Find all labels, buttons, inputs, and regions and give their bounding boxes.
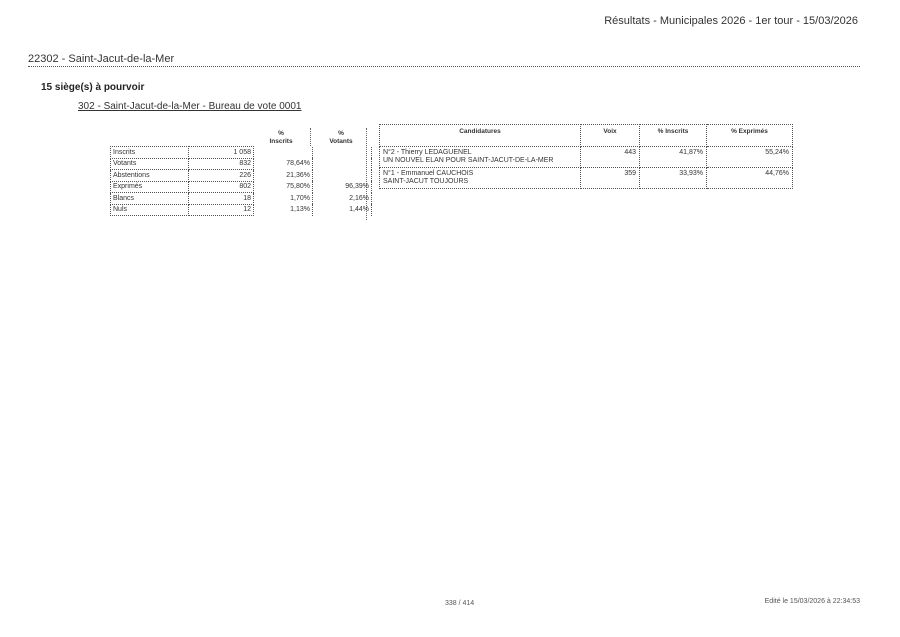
table-row <box>111 170 372 182</box>
stat-label: Votants <box>111 158 189 170</box>
candidate-name: N°2 - Thierry LEDAGUENEL <box>383 149 472 156</box>
stat-label: Nuls <box>111 204 189 216</box>
stat-pct-votants: 2,16% <box>313 193 372 205</box>
stat-pct-votants <box>313 147 372 159</box>
candidate-voix: 359 <box>581 168 640 189</box>
stat-pct-votants <box>313 158 372 170</box>
stats-header-pct-votants: % Votants <box>329 130 353 145</box>
candidate-voix: 443 <box>581 147 640 168</box>
table-row <box>380 168 793 189</box>
stat-label: Exprimés <box>111 181 189 193</box>
stat-pct-inscrits: 1,70% <box>254 193 313 205</box>
candidate-cell <box>380 168 581 189</box>
header-divider <box>28 66 860 67</box>
candidate-list: SAINT-JACUT TOUJOURS <box>383 178 469 185</box>
stat-pct-votants: 96,39% <box>313 181 372 193</box>
stat-pct-votants <box>313 170 372 182</box>
candidate-list: UN NOUVEL ELAN POUR SAINT-JACUT-DE-LA-MER <box>383 157 554 164</box>
polling-station-title: 302 - Saint-Jacut-de-la-Mer - Bureau de vote 0001 <box>78 101 302 112</box>
stat-pct-inscrits: 78,64% <box>254 158 313 170</box>
candidate-pct-inscrits: 33,93% <box>640 168 707 189</box>
stat-value: 226 <box>189 170 254 182</box>
stat-value: 18 <box>189 193 254 205</box>
candidate-name: N°1 - Emmanuel CAUCHOIS <box>383 170 474 177</box>
table-row <box>111 193 372 205</box>
candidate-cell <box>380 147 581 168</box>
edited-timestamp: Edité le 15/03/2026 à 22:34:53 <box>764 598 860 605</box>
document-title: Résultats - Municipales 2026 - 1er tour - 15/03/2026 <box>604 15 858 27</box>
table-row <box>111 147 372 159</box>
header-pct-exprimes: % Exprimés <box>707 125 793 147</box>
stat-pct-votants: 1,44% <box>313 204 372 216</box>
column-divider <box>310 128 311 146</box>
candidate-pct-exprimes: 44,76% <box>707 168 793 189</box>
table-header-row <box>380 125 793 147</box>
table-row <box>111 204 372 216</box>
stat-pct-inscrits: 75,80% <box>254 181 313 193</box>
stat-pct-inscrits: 1,13% <box>254 204 313 216</box>
turnout-table <box>110 146 372 216</box>
header-voix: Voix <box>581 125 640 147</box>
candidate-pct-exprimes: 55,24% <box>707 147 793 168</box>
candidates-table <box>379 124 793 189</box>
stat-label: Blancs <box>111 193 189 205</box>
seats-to-fill: 15 siège(s) à pourvoir <box>41 82 145 93</box>
stat-label: Abstentions <box>111 170 189 182</box>
header-candidatures: Candidatures <box>380 125 581 147</box>
stat-value: 12 <box>189 204 254 216</box>
page-number: 338 / 414 <box>445 600 475 607</box>
commune-heading: 22302 - Saint-Jacut-de-la-Mer <box>28 53 175 65</box>
stat-pct-inscrits: 21,36% <box>254 170 313 182</box>
stat-label: Inscrits <box>111 147 189 159</box>
stats-header-pct-inscrits: % Inscrits <box>269 130 293 145</box>
table-row <box>111 158 372 170</box>
candidate-pct-inscrits: 41,87% <box>640 147 707 168</box>
stat-value: 1 058 <box>189 147 254 159</box>
stat-pct-inscrits <box>254 147 313 159</box>
stat-value: 832 <box>189 158 254 170</box>
table-row <box>380 147 793 168</box>
header-pct-inscrits: % Inscrits <box>640 125 707 147</box>
stat-value: 802 <box>189 181 254 193</box>
table-row <box>111 181 372 193</box>
